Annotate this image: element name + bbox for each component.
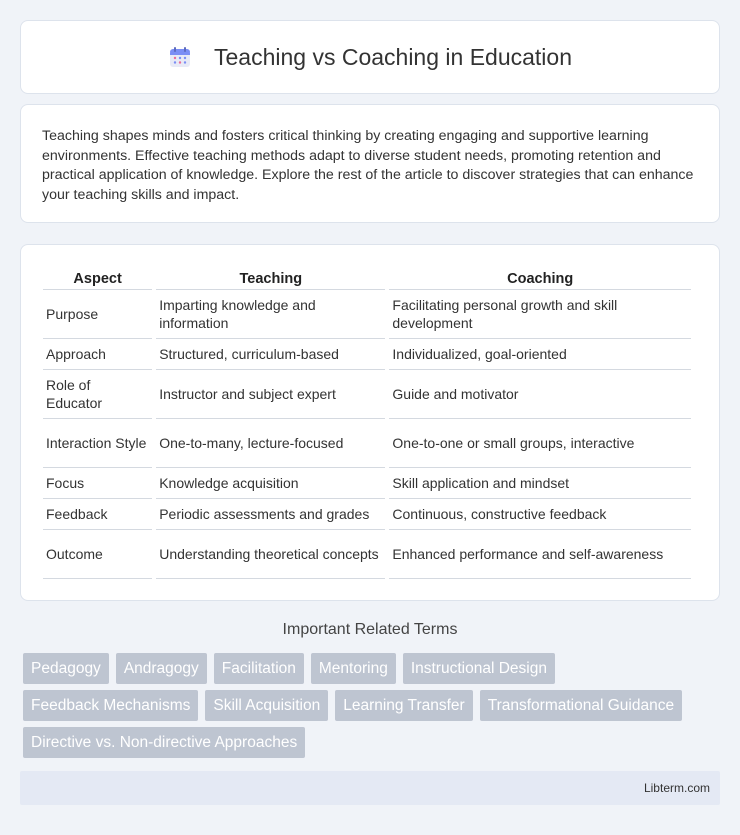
cell-teaching: Imparting knowledge and information: [156, 290, 385, 339]
tag-facilitation[interactable]: Facilitation: [214, 653, 304, 684]
header-aspect: Aspect: [43, 265, 152, 290]
header-coaching: Coaching: [389, 265, 691, 290]
table-row: [43, 468, 691, 499]
page-header: [20, 20, 720, 94]
cell-coaching: Facilitating personal growth and skill development: [389, 290, 691, 339]
page-title: Teaching vs Coaching in Education: [213, 43, 572, 70]
cell-aspect: Outcome: [43, 530, 152, 579]
table-row: [43, 370, 691, 419]
related-terms-list: [23, 653, 723, 764]
cell-aspect: Focus: [43, 468, 152, 499]
calendar-icon: [168, 45, 192, 69]
cell-aspect: Approach: [43, 339, 152, 370]
cell-coaching: Guide and motivator: [389, 370, 691, 419]
related-terms-title: Important Related Terms: [282, 621, 458, 638]
cell-teaching: Periodic assessments and grades: [156, 499, 385, 530]
tag-pedagogy[interactable]: Pedagogy: [23, 653, 109, 684]
cell-aspect: Feedback: [43, 499, 152, 530]
table-row: [43, 530, 691, 579]
table-row: [43, 499, 691, 530]
tag-learning-transfer[interactable]: Learning Transfer: [335, 690, 473, 721]
cell-coaching: One-to-one or small groups, interactive: [389, 419, 691, 468]
tag-mentoring[interactable]: Mentoring: [311, 653, 396, 684]
header-teaching: Teaching: [156, 265, 385, 290]
comparison-table-card: [20, 244, 720, 601]
cell-teaching: Structured, curriculum-based: [156, 339, 385, 370]
cell-aspect: Purpose: [43, 290, 152, 339]
tag-andragogy[interactable]: Andragogy: [116, 653, 207, 684]
intro-section: [20, 104, 720, 223]
cell-coaching: Continuous, constructive feedback: [389, 499, 691, 530]
comparison-table: [39, 265, 695, 579]
tag-transformational-guidance[interactable]: Transformational Guidance: [480, 690, 682, 721]
cell-aspect: Interaction Style: [43, 419, 152, 468]
table-row: [43, 419, 691, 468]
cell-coaching: Skill application and mindset: [389, 468, 691, 499]
cell-teaching: One-to-many, lecture-focused: [156, 419, 385, 468]
table-row: [43, 290, 691, 339]
tag-directive-approaches[interactable]: Directive vs. Non-directive Approaches: [23, 727, 305, 758]
footer-site-link[interactable]: Libterm.com: [643, 781, 710, 795]
cell-coaching: Enhanced performance and self-awareness: [389, 530, 691, 579]
cell-coaching: Individualized, goal-oriented: [389, 339, 691, 370]
table-row: [43, 339, 691, 370]
cell-teaching: Understanding theoretical concepts: [156, 530, 385, 579]
footer: [20, 771, 720, 805]
cell-teaching: Knowledge acquisition: [156, 468, 385, 499]
intro-text: Teaching shapes minds and fosters critical thinking by creating engaging and supportive learning environments. Effective teaching methods adapt to diverse student needs, promoting retention and practical application of knowledge. Explore the rest of the article to discover strategies that can enhance your teaching skills and impact.: [42, 128, 694, 203]
tag-instructional-design[interactable]: Instructional Design: [403, 653, 555, 684]
cell-aspect: Role of Educator: [43, 370, 152, 419]
tag-feedback-mechanisms[interactable]: Feedback Mechanisms: [23, 690, 198, 721]
tag-skill-acquisition[interactable]: Skill Acquisition: [205, 690, 328, 721]
cell-teaching: Instructor and subject expert: [156, 370, 385, 419]
